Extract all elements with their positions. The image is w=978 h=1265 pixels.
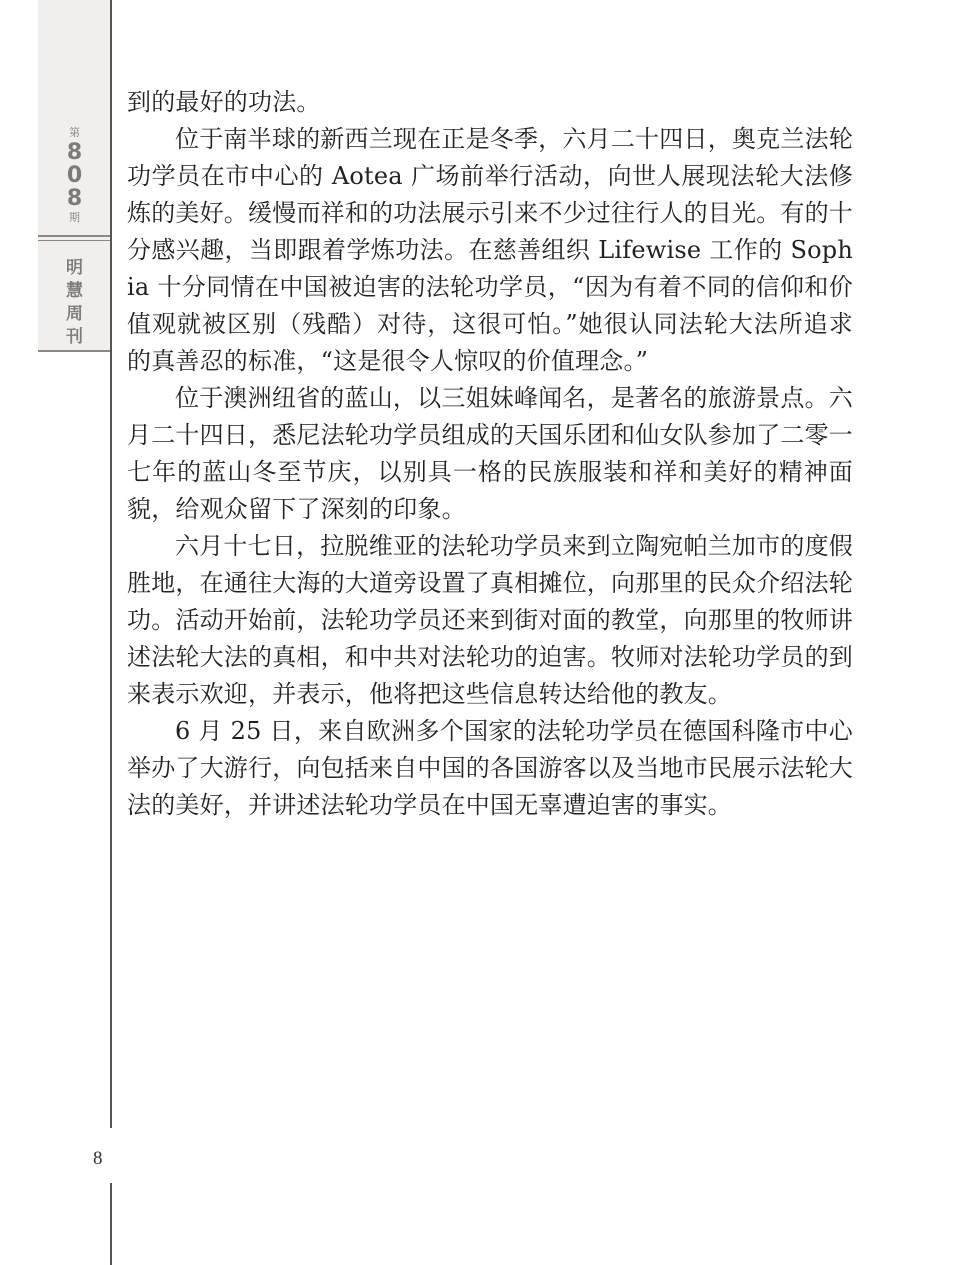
publication-char: 慧 [66,281,83,301]
sidebar-divider [38,350,111,352]
paragraph: 六月十七日，拉脱维亚的法轮功学员来到立陶宛帕兰加市的度假胜地，在通往大海的大道旁设置了真相摊位，向那里的民众介绍法轮功。活动开始前，法轮功学员还来到街对面的教堂，向那里的牧师讲述法轮大法的真相，和中共对法轮功的迫害。牧师对法轮功学员的到来表示欢迎，并表示，他将把这些信息转达给他的教友。 [127,532,853,708]
sidebar-divider [38,240,111,241]
margin-line [110,1183,112,1265]
paragraph: 6 月 25 日，来自欧洲多个国家的法轮功学员在德国科隆市中心举办了大游行，向包括来自中国的各国游客以及当地市民展示法轮大法的美好，并讲述法轮功学员在中国无辜遭迫害的事实。 [127,717,853,819]
publication-char: 明 [66,258,83,278]
issue-number [38,125,111,226]
issue-digit: 8 [66,186,83,211]
sidebar-divider [38,235,111,237]
article-body [127,84,853,824]
paragraph: 位于澳洲纽省的蓝山，以三姐妹峰闻名，是著名的旅游景点。六月二十四日，悉尼法轮功学员组成的天国乐团和仙女队参加了二零一七年的蓝山冬至节庆，以别具一格的民族服装和祥和美好的精神面貌，给观众留下了深刻的印象。 [127,384,853,523]
sidebar-panel [38,0,111,352]
issue-suffix: 期 [69,211,80,224]
margin-line [110,0,112,1128]
publication-name [38,257,111,349]
page-number: 8 [93,1148,103,1169]
issue-digit: 8 [66,140,83,165]
paragraph: 到的最好的功法。 [127,88,321,116]
publication-char: 刊 [66,327,83,347]
paragraph: 位于南半球的新西兰现在正是冬季，六月二十四日，奥克兰法轮功学员在市中心的 Aotea 广场前举行活动，向世人展现法轮大法修炼的美好。缓慢而祥和的功法展示引来不少过往行人的目光。有的十分感兴趣，当即跟着学炼功法。在慈善组织 Lifewise 工作的 Sophia 十分同情在中国被迫害的法轮功学员，“因为有着不同的信仰和价值观就被区别（残酷）对待，这很可怕。”她很认同法轮大法所追求的真善忍的标准，“这是很令人惊叹的价值理念。” [127,125,853,375]
issue-digit: 0 [66,163,83,188]
issue-prefix: 第 [69,126,80,139]
publication-char: 周 [66,304,83,324]
